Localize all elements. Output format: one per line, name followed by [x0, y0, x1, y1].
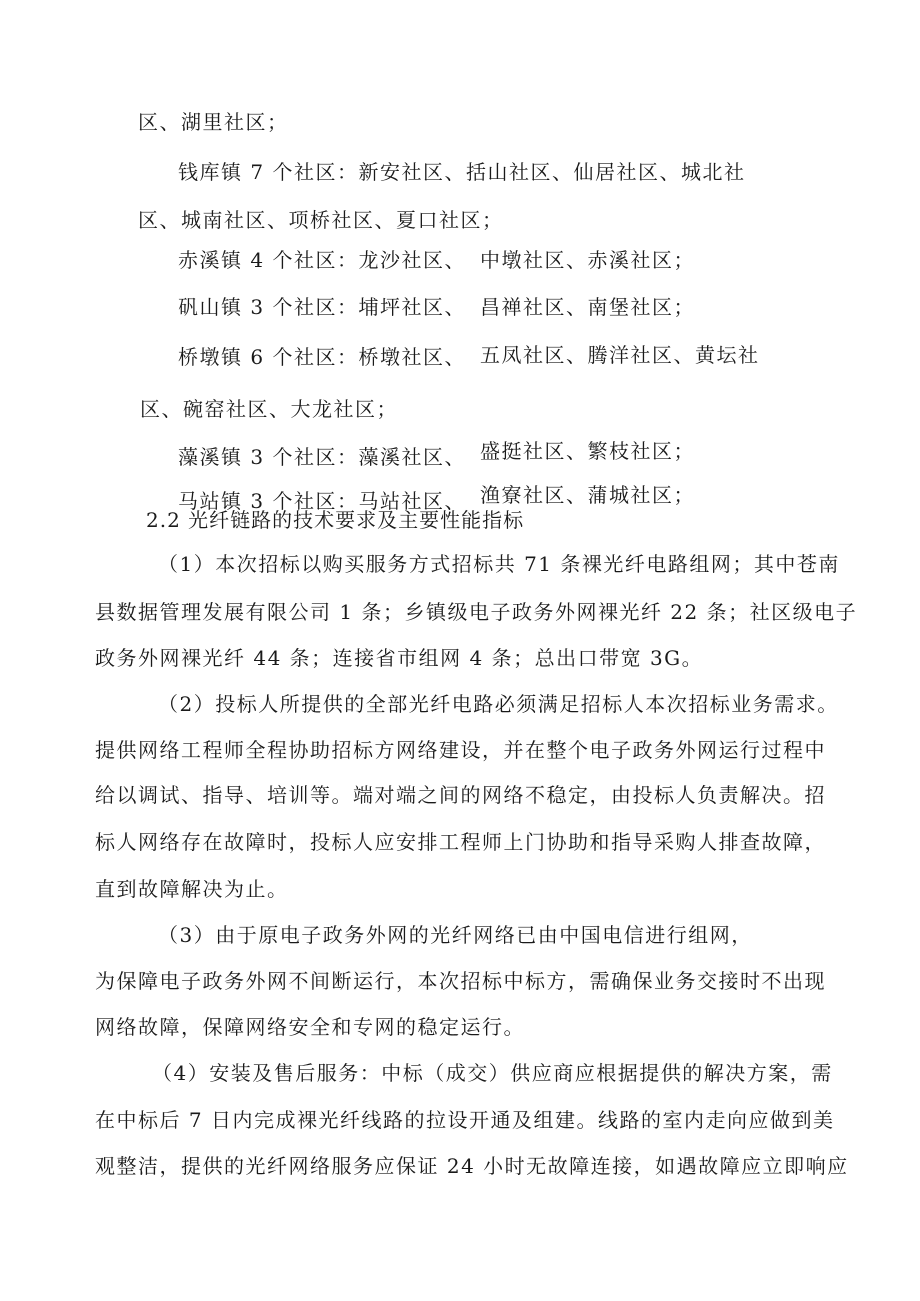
list-line-qiaodun: 桥墩镇 6 个社区：桥墩社区、 [178, 345, 466, 369]
paragraph-4-line: 观整洁，提供的光纤网络服务应保证 24 小时无故障连接，如遇故障应立即响应 [95, 1154, 849, 1178]
list-line-qianku-cont: 区、城南社区、项桥社区、夏口社区； [138, 208, 504, 232]
paragraph-3-line: （3）由于原电子政务外网的光纤网络已由中国电信进行组网， [158, 923, 753, 947]
paragraph-2-line: 标人网络存在故障时，投标人应安排工程师上门协助和指导采购人排查故障， [95, 830, 826, 854]
list-line-mazhan-clipped: 马站镇 3 个社区：马站社区、 [178, 489, 466, 513]
paragraph-2-line: 提供网络工程师全程协助招标方网络建设，并在整个电子政务外网运行过程中 [95, 738, 826, 762]
paragraph-4-line: 在中标后 7 日内完成裸光纤线路的拉设开通及组建。线路的室内走向应做到美 [95, 1108, 835, 1132]
paragraph-3-line: 网络故障，保障网络安全和专网的稳定运行。 [95, 1015, 525, 1039]
list-line-qiaodun-cont: 五凤社区、腾洋社区、黄坛社 [480, 343, 760, 367]
paragraph-3-line: 为保障电子政务外网不间断运行，本次招标中标方，需确保业务交接时不出现 [95, 969, 826, 993]
paragraph-1-line: （1）本次招标以购买服务方式招标共 71 条裸光纤电路组网；其中苍南 [158, 552, 840, 576]
section-heading: 2.2 光纤链路的技术要求及主要性能指标 [146, 508, 525, 532]
paragraph-2-line: （2）投标人所提供的全部光纤电路必须满足招标人本次招标业务需求。 [158, 692, 839, 716]
paragraph-2-line: 直到故障解决为止。 [95, 877, 289, 901]
paragraph-2-line: 给以调试、指导、培训等。端对端之间的网络不稳定，由投标人负责解决。招 [95, 783, 826, 807]
list-line-fanshan: 矾山镇 3 个社区：埔坪社区、 [178, 295, 466, 319]
list-line-zaoxi-cont: 盛挺社区、繁枝社区； [480, 439, 695, 463]
list-line-fanshan-cont: 昌禅社区、南堡社区； [480, 295, 695, 319]
list-line-huli: 区、湖里社区； [138, 110, 289, 134]
clipped-list-region [0, 475, 920, 513]
list-line-zaoxi: 藻溪镇 3 个社区：藻溪社区、 [178, 445, 466, 469]
list-line-qianku: 钱库镇 7 个社区：新安社区、括山社区、仙居社区、城北社 [178, 160, 746, 184]
paragraph-1-line: 政务外网裸光纤 44 条；连接省市组网 4 条；总出口带宽 3G。 [95, 646, 704, 670]
paragraph-4-line: （4）安装及售后服务：中标（成交）供应商应根据提供的解决方案，需 [152, 1061, 833, 1085]
list-line-mazhan-cont-clipped: 渔寮社区、蒲城社区； [480, 483, 695, 507]
paragraph-1-line: 县数据管理发展有限公司 1 条；乡镇级电子政务外网裸光纤 22 条；社区级电子 [95, 600, 858, 624]
list-line-chixi: 赤溪镇 4 个社区：龙沙社区、 [178, 248, 466, 272]
list-line-qiaodun-wrap: 区、碗窑社区、大龙社区； [140, 397, 398, 421]
list-line-chixi-cont: 中墩社区、赤溪社区； [480, 248, 695, 272]
